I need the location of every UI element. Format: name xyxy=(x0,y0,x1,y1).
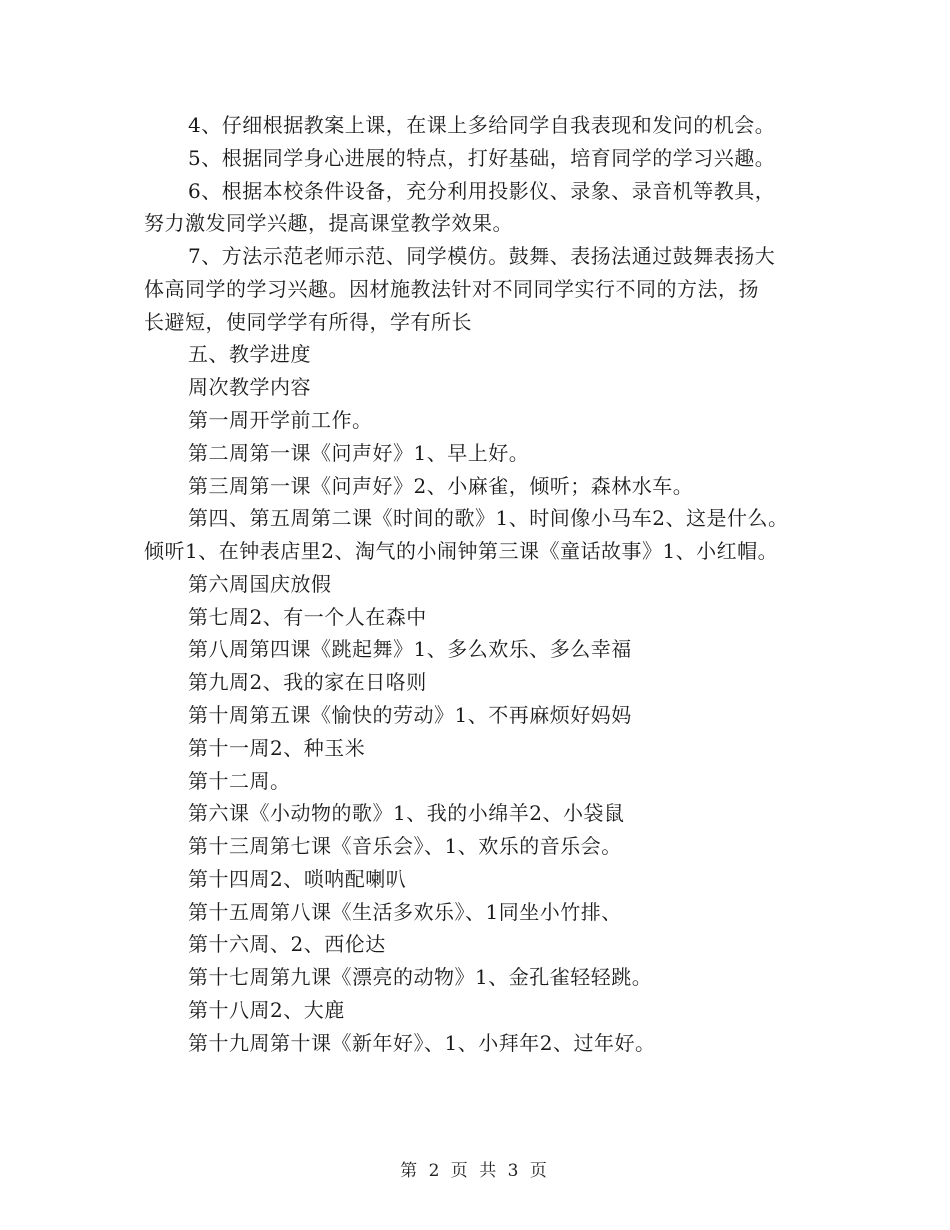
paragraph-line: 4、仔细根据教案上课，在课上多给同学自我表现和发问的机会。 xyxy=(188,113,776,137)
schedule-line: 第九周2、我的家在日咯则 xyxy=(188,670,427,694)
schedule-line: 第十四周2、唢呐配喇叭 xyxy=(188,867,407,891)
schedule-line: 第十二周。 xyxy=(188,769,291,793)
paragraph-line: 5、根据同学身心进展的特点，打好基础，培育同学的学习兴趣。 xyxy=(188,146,776,170)
schedule-line: 第四、第五周第二课《时间的歌》1、时间像小马车2、这是什么。 xyxy=(188,506,789,530)
schedule-line: 第十七周第九课《漂亮的动物》1、金孔雀轻轻跳。 xyxy=(188,965,653,989)
paragraph-line: 6、根据本校条件设备，充分利用投影仪、录象、录音机等教具， xyxy=(188,179,776,203)
paragraph-line: 努力激发同学兴趣，提高课堂教学效果。 xyxy=(144,211,513,235)
schedule-line: 第十三周第七课《音乐会》、1、欢乐的音乐会。 xyxy=(188,834,622,858)
schedule-line: 第一周开学前工作。 xyxy=(188,408,373,432)
schedule-line: 第十六周、2、西伦达 xyxy=(188,932,386,956)
schedule-line: 第六课《小动物的歌》1、我的小绵羊2、小袋鼠 xyxy=(188,801,625,825)
schedule-line: 倾听1、在钟表店里2、淘气的小闹钟第三课《童话故事》1、小红帽。 xyxy=(144,539,779,563)
table-header: 周次教学内容 xyxy=(188,375,311,399)
schedule-line: 第十八周2、大鹿 xyxy=(188,998,345,1022)
schedule-line: 第十一周2、种玉米 xyxy=(188,736,366,760)
schedule-line: 第七周2、有一个人在森中 xyxy=(188,605,427,629)
section-heading: 五、教学进度 xyxy=(188,342,311,366)
schedule-line: 第十五周第八课《生活多欢乐》、1同坐小竹排、 xyxy=(188,900,622,924)
schedule-line: 第十周第五课《愉快的劳动》1、不再麻烦好妈妈 xyxy=(188,703,632,727)
paragraph-line: 7、方法示范老师示范、同学模仿。鼓舞、表扬法通过鼓舞表扬大 xyxy=(188,244,776,268)
schedule-line: 第二周第一课《问声好》1、早上好。 xyxy=(188,441,530,465)
paragraph-line: 长避短，使同学学有所得，学有所长 xyxy=(144,310,472,334)
schedule-line: 第十九周第十课《新年好》、1、小拜年2、过年好。 xyxy=(188,1031,656,1055)
paragraph-line: 体高同学的学习兴趣。因材施教法针对不同同学实行不同的方法，扬 xyxy=(144,277,759,301)
schedule-line: 第八周第四课《跳起舞》1、多么欢乐、多么幸福 xyxy=(188,637,632,661)
page-footer: 第 2 页 共 3 页 xyxy=(400,1161,550,1181)
schedule-line: 第六周国庆放假 xyxy=(188,572,332,596)
schedule-line: 第三周第一课《问声好》2、小麻雀，倾听；森林水车。 xyxy=(188,474,694,498)
